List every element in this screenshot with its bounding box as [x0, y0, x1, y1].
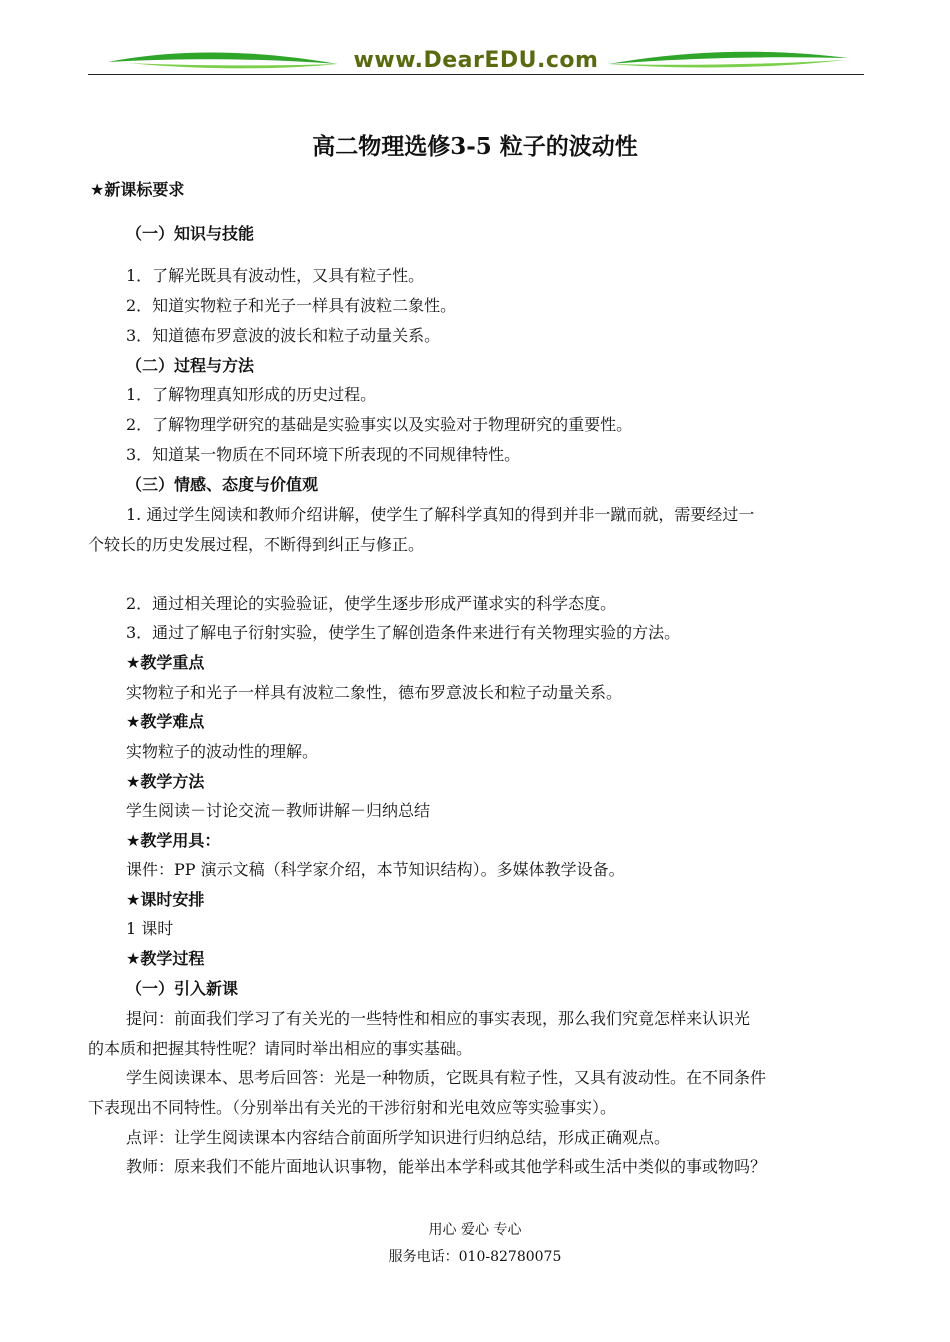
list-item: 2．了解物理学研究的基础是实验事实以及实验对于物理研究的重要性。: [126, 415, 633, 434]
star-icon: ★: [126, 890, 141, 909]
list-item: 3．知道某一物质在不同环境下所表现的不同规律特性。: [126, 445, 521, 464]
paragraph-line: 个较长的历史发展过程，不断得到纠正与修正。: [88, 535, 425, 554]
star-icon: ★: [126, 653, 141, 672]
paragraph-line: 1. 通过学生阅读和教师介绍讲解，使学生了解科学真知的得到并非一蹴而就，需要经过一: [126, 505, 755, 524]
star-icon: ★: [126, 831, 141, 850]
paragraph-line: 学生阅读课本、思考后回答：光是一种物质，它既具有粒子性，又具有波动性。在不同条件: [126, 1068, 767, 1087]
paragraph-line: 的本质和把握其特性呢？请同时举出相应的事实基础。: [88, 1039, 473, 1058]
star-icon: ★: [126, 949, 141, 968]
sub-heading: （二）过程与方法: [126, 356, 255, 375]
section-heading: ★教学难点: [126, 712, 205, 731]
section-heading: ★教学用具：: [126, 831, 221, 850]
list-item: 2．知道实物粒子和光子一样具有波粒二象性。: [126, 296, 457, 315]
paragraph-line: 点评：让学生阅读课本内容结合前面所学知识进行归纳总结，形成正确观点。: [126, 1128, 671, 1147]
list-item: 2．通过相关理论的实验验证，使学生逐步形成严谨求实的科学态度。: [126, 594, 617, 613]
sub-heading: （一）知识与技能: [126, 224, 255, 243]
page-title: 高二物理选修3-5 粒子的波动性: [312, 133, 638, 160]
site-header: [88, 44, 864, 78]
list-item: 1．了解物理真知形成的历史过程。: [126, 385, 377, 404]
footer-motto: 用心 爱心 专心: [428, 1222, 522, 1238]
list-item: 3．通过了解电子衍射实验，使学生了解创造条件来进行有关物理实验的方法。: [126, 623, 681, 642]
paragraph-line: 教师：原来我们不能片面地认识事物，能举出本学科或其他学科或生活中类似的事或物吗？: [126, 1157, 767, 1176]
paragraph-line: 下表现出不同特性。（分别举出有关光的干涉衍射和光电效应等实验事实）。: [88, 1098, 617, 1117]
paragraph-line: 学生阅读－讨论交流－教师讲解－归纳总结: [126, 801, 431, 820]
footer-phone: 服务电话：010-82780075: [388, 1249, 562, 1265]
section-heading: ★课时安排: [126, 890, 205, 909]
paragraph-line: 课件：PP 演示文稿（科学家介绍，本节知识结构）。多媒体教学设备。: [126, 860, 625, 879]
list-item: 1．了解光既具有波动性，又具有粒子性。: [126, 266, 425, 285]
sub-heading: （一）引入新课: [126, 979, 239, 998]
paragraph-line: 1 课时: [126, 919, 174, 938]
paragraph-line: 实物粒子的波动性的理解。: [126, 742, 319, 761]
star-icon: ★: [90, 180, 105, 199]
star-icon: ★: [126, 712, 141, 731]
section-heading: ★教学方法: [126, 772, 205, 791]
list-item: 3．知道德布罗意波的波长和粒子动量关系。: [126, 326, 441, 345]
section-heading: ★新课标要求: [90, 180, 185, 199]
section-heading: ★教学重点: [126, 653, 205, 672]
site-logo-text[interactable]: www.DearEDU.com: [353, 48, 599, 73]
star-icon: ★: [126, 772, 141, 791]
sub-heading: （三）情感、态度与价值观: [126, 475, 319, 494]
paragraph-line: 实物粒子和光子一样具有波粒二象性，德布罗意波长和粒子动量关系。: [126, 683, 623, 702]
paragraph-line: 提问：前面我们学习了有关光的一些特性和相应的事实表现，那么我们究竟怎样来认识光: [126, 1009, 751, 1028]
section-heading: ★教学过程: [126, 949, 205, 968]
header-divider: [88, 74, 864, 75]
